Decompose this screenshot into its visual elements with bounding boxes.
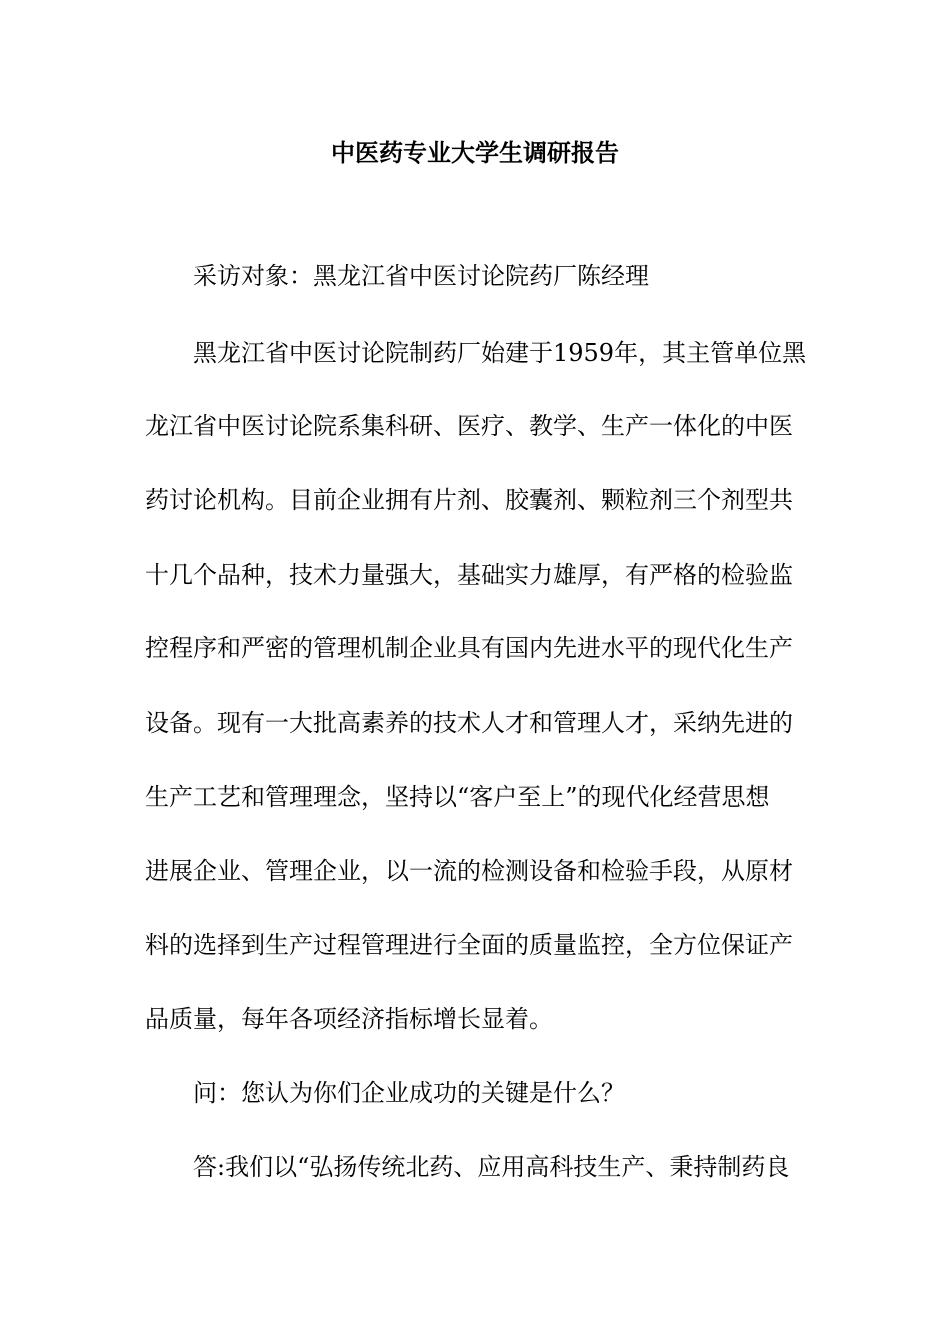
intro-line-8: 进展企业、管理企业，以一流的检测设备和检验手段，从原材	[145, 857, 793, 885]
document-title: 中医药专业大学生调研报告	[331, 139, 619, 167]
interviewee-line: 采访对象：黑龙江省中医讨论院药厂陈经理	[193, 262, 649, 290]
intro-line-2: 龙江省中医讨论院系集科研、医疗、教学、生产一体化的中医	[145, 412, 793, 440]
intro-line-7: 生产工艺和管理理念，坚持以“客户至上”的现代化经营思想	[145, 783, 770, 811]
intro-line-4: 十几个品种，技术力量强大，基础实力雄厚，有严格的检验监	[145, 561, 793, 589]
intro-line-5: 控程序和严密的管理机制企业具有国内先进水平的现代化生产	[145, 634, 793, 662]
intro-line-9: 料的选择到生产过程管理进行全面的质量监控，全方位保证产	[145, 931, 793, 959]
intro-line-10: 品质量，每年各项经济指标增长显着。	[145, 1005, 553, 1033]
intro-line-3: 药讨论机构。目前企业拥有片剂、胶囊剂、颗粒剂三个剂型共	[145, 486, 793, 514]
intro-line-1: 黑龙江省中医讨论院制药厂始建于1959年，其主管单位黑	[193, 339, 807, 367]
intro-line-6: 设备。现有一大批高素养的技术人才和管理人才，采纳先进的	[145, 709, 793, 737]
answer-line: 答:我们以“弘扬传统北药、应用高科技生产、秉持制药良	[193, 1153, 790, 1181]
question-line: 问：您认为你们企业成功的关键是什么？	[193, 1079, 625, 1107]
